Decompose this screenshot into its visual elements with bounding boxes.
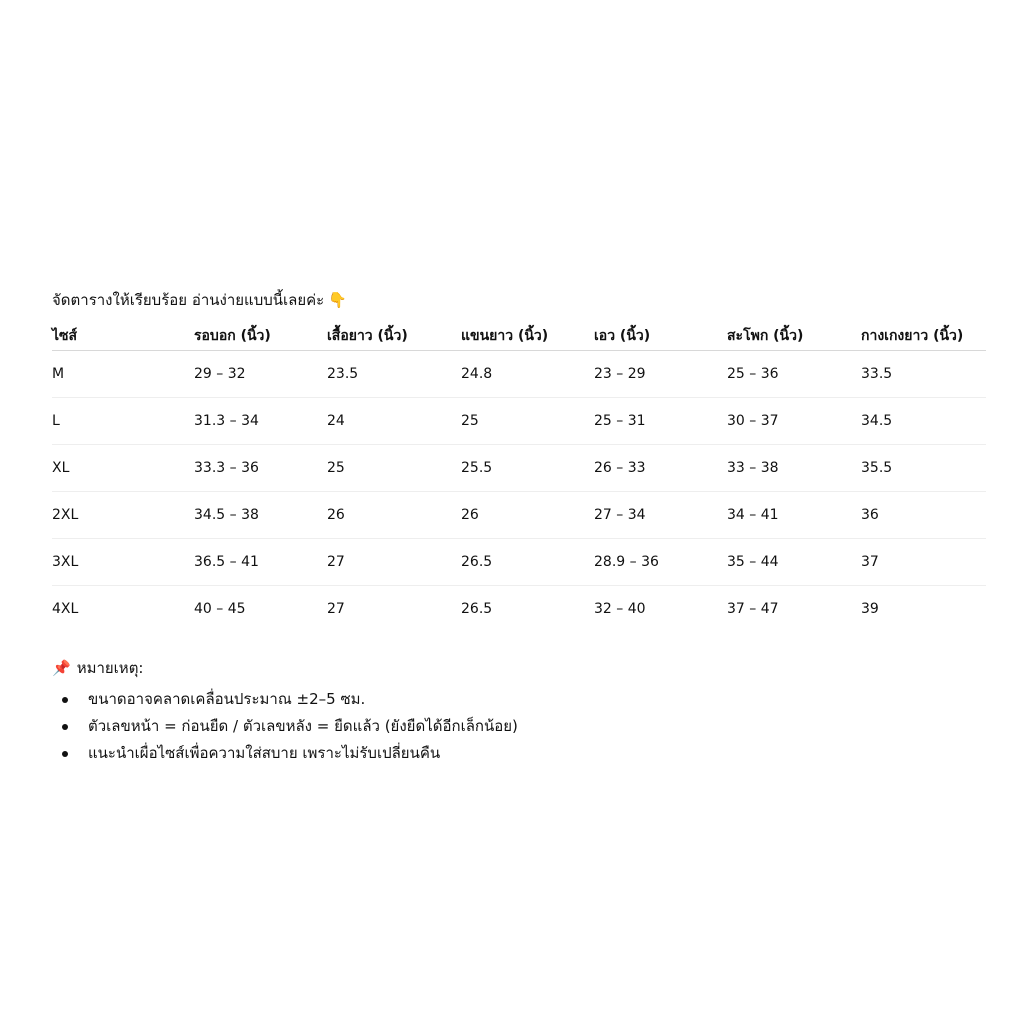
table-cell: 27 xyxy=(327,601,345,617)
table-cell: 25 xyxy=(461,398,594,445)
table-row xyxy=(52,539,986,586)
table-cell: 4XL xyxy=(52,601,79,617)
table-cell: 36 xyxy=(861,492,986,539)
notes-list xyxy=(52,686,986,767)
intro-line xyxy=(52,288,986,312)
bullet-icon xyxy=(62,697,68,703)
table-cell: 37 xyxy=(861,539,986,586)
table-cell: 33.3 – 36 xyxy=(194,445,327,492)
table-cell: 25.5 xyxy=(461,445,594,492)
table-cell: 30 – 37 xyxy=(727,398,861,445)
size-chart-document xyxy=(52,288,986,767)
table-cell: 33 – 38 xyxy=(727,445,861,492)
pointing-down-hand-icon: 👇 xyxy=(328,291,347,309)
table-cell: 2XL xyxy=(52,492,194,539)
note-text: ขนาดอาจคลาดเคลื่อนประมาณ ±2–5 ซม. xyxy=(88,690,366,708)
table-cell: XL xyxy=(52,445,194,492)
table-cell: 25 – 31 xyxy=(594,398,727,445)
table-cell: 35.5 xyxy=(861,445,986,492)
table-cell: 23.5 xyxy=(327,351,461,398)
table-cell: 35 – 44 xyxy=(727,539,861,586)
list-item xyxy=(52,686,986,713)
notes-title: หมายเหตุ: xyxy=(76,659,144,677)
table-cell: 29 – 32 xyxy=(194,351,327,398)
table-cell: 26.5 xyxy=(461,539,594,586)
table-cell: 28.9 – 36 xyxy=(594,539,727,586)
table-cell: 26 xyxy=(327,492,461,539)
table-cell: 24 xyxy=(327,398,461,445)
table-cell: 23 – 29 xyxy=(594,351,727,398)
table-cell: 24.8 xyxy=(461,351,594,398)
bullet-icon xyxy=(62,724,68,730)
table-cell: 27 – 34 xyxy=(594,492,727,539)
header-sleeve-length: แขนยาว (นิ้ว) xyxy=(461,322,594,351)
table-cell: 26 xyxy=(461,492,594,539)
table-cell: M xyxy=(52,351,194,398)
header-pants-length: กางเกงยาว (นิ้ว) xyxy=(861,322,986,351)
table-cell: 39 xyxy=(861,601,879,617)
list-item xyxy=(52,713,986,740)
table-header-row xyxy=(52,322,986,351)
table-cell: 26 – 33 xyxy=(594,445,727,492)
table-cell: 32 – 40 xyxy=(594,601,646,617)
table-cell: 40 – 45 xyxy=(194,601,246,617)
table-cell: L xyxy=(52,398,194,445)
note-text: ตัวเลขหน้า = ก่อนยืด / ตัวเลขหลัง = ยืดแล้ว (ยังยืดได้อีกเล็กน้อย) xyxy=(88,717,518,735)
intro-text: จัดตารางให้เรียบร้อย อ่านง่ายแบบนี้เลยค่ะ xyxy=(52,291,325,309)
table-cell: 34.5 xyxy=(861,398,986,445)
table-row xyxy=(52,445,986,492)
bullet-icon xyxy=(62,751,68,757)
table-cell: 33.5 xyxy=(861,351,986,398)
table-cell: 25 – 36 xyxy=(727,351,861,398)
table-cell: 31.3 – 34 xyxy=(194,398,327,445)
pushpin-icon: 📌 xyxy=(52,659,71,677)
table-row xyxy=(52,398,986,445)
list-item xyxy=(52,740,986,767)
header-size: ไซส์ xyxy=(52,322,194,351)
header-chest: รอบอก (นิ้ว) xyxy=(194,322,327,351)
table-cell: 25 xyxy=(327,445,461,492)
header-hip: สะโพก (นิ้ว) xyxy=(727,322,861,351)
table-cell: 34 – 41 xyxy=(727,492,861,539)
table-row xyxy=(52,492,986,539)
table-cell: 3XL xyxy=(52,539,194,586)
header-shirt-length: เสื้อยาว (นิ้ว) xyxy=(327,322,461,351)
table-cell: 36.5 – 41 xyxy=(194,539,327,586)
table-cell: 27 xyxy=(327,539,461,586)
table-cell: 26.5 xyxy=(461,601,493,617)
size-table xyxy=(52,322,986,632)
table-row xyxy=(52,586,986,633)
note-text: แนะนำเผื่อไซส์เพื่อความใส่สบาย เพราะไม่รับเปลี่ยนคืน xyxy=(88,744,441,762)
notes-heading xyxy=(52,656,986,680)
header-waist: เอว (นิ้ว) xyxy=(594,322,727,351)
table-cell: 34.5 – 38 xyxy=(194,492,327,539)
table-cell: 37 – 47 xyxy=(727,601,779,617)
table-row xyxy=(52,351,986,398)
